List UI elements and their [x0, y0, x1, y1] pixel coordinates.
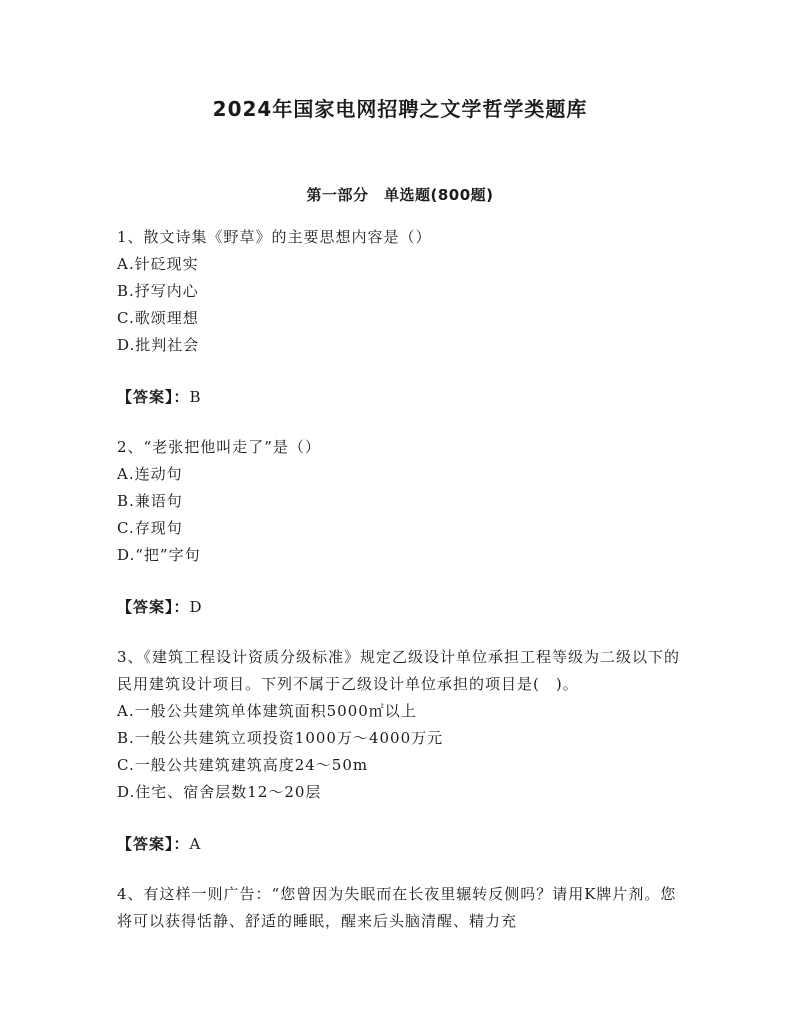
- answer-line: [117, 831, 687, 858]
- question-item: [117, 224, 687, 411]
- question-stem: 1、散文诗集《野草》的主要思想内容是（）: [117, 228, 432, 246]
- option-c: C.歌颂理想: [117, 309, 199, 327]
- option-b: B.一般公共建筑立项投资1000万～4000万元: [117, 729, 444, 747]
- question-stem: 4、有这样一则广告：“您曾因为失眠而在长夜里辗转反侧吗？请用K牌片剂。您将可以获得恬静、舒适的睡眠，醒来后头脑清醒、精力充: [117, 885, 677, 930]
- answer-label: 【答案】：: [117, 835, 190, 853]
- option-a: A.针砭现实: [117, 255, 199, 273]
- option-c: C.存现句: [117, 519, 183, 537]
- answer-line: [117, 384, 687, 411]
- answer-label: 【答案】：: [117, 388, 190, 406]
- option-a: A.一般公共建筑单体建筑面积5000㎡以上: [117, 702, 417, 720]
- option-a: A.连动句: [117, 465, 183, 483]
- question-stem: 2、“老张把他叫走了”是（）: [117, 438, 321, 456]
- option-b: B.抒写内心: [117, 282, 199, 300]
- option-d: D.“把”字句: [117, 546, 201, 564]
- option-c: C.一般公共建筑建筑高度24～50m: [117, 756, 369, 774]
- answer-line: [117, 594, 687, 621]
- answer-value: B: [189, 388, 202, 406]
- question-item: [117, 434, 687, 621]
- question-item: [117, 881, 687, 935]
- section-title: 第一部分 单选题(800题): [306, 186, 494, 204]
- document-title: 2024年国家电网招聘之文学哲学类题库: [212, 97, 588, 121]
- answer-value: D: [189, 598, 203, 616]
- answer-value: A: [189, 835, 202, 853]
- option-b: B.兼语句: [117, 492, 183, 510]
- question-list: [117, 224, 687, 935]
- answer-label: 【答案】：: [117, 598, 190, 616]
- question-stem: 3、《建筑工程设计资质分级标准》规定乙级设计单位承担工程等级为二级以下的民用建筑设计项目。下列不属于乙级设计单位承担的项目是( )。: [117, 648, 681, 693]
- option-d: D.住宅、宿舍层数12～20层: [117, 783, 322, 801]
- option-d: D.批判社会: [117, 336, 200, 354]
- question-item: [117, 644, 687, 858]
